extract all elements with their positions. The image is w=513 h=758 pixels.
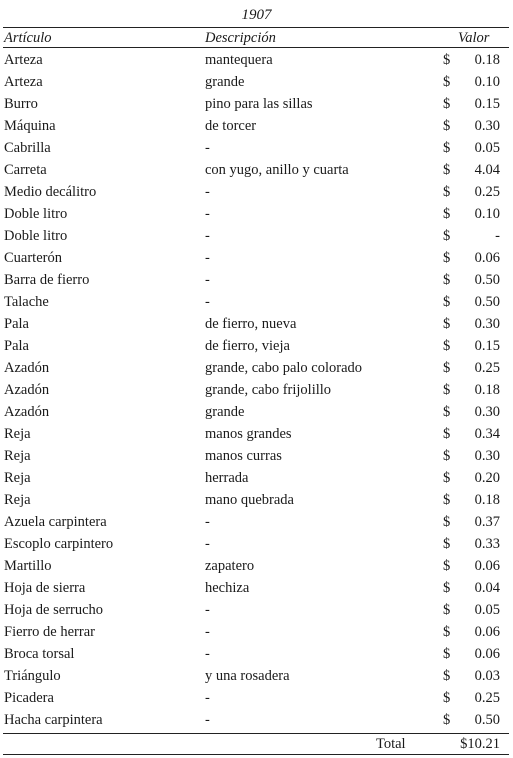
row-value: 0.10 xyxy=(474,74,500,90)
row-description: - xyxy=(205,514,210,530)
row-description: - xyxy=(205,184,210,200)
row-article: Triángulo xyxy=(4,668,61,684)
table-row xyxy=(0,709,513,731)
row-currency: $ xyxy=(443,514,451,530)
header-article: Artículo xyxy=(4,30,52,46)
row-article: Reja xyxy=(4,470,31,486)
row-article: Hacha carpintera xyxy=(4,712,103,728)
row-value: 0.30 xyxy=(474,404,500,420)
row-currency: $ xyxy=(443,52,451,68)
row-description: - xyxy=(205,272,210,288)
row-currency: $ xyxy=(443,558,451,574)
row-article: Picadera xyxy=(4,690,54,706)
row-article: Azadón xyxy=(4,360,50,376)
row-value: 0.05 xyxy=(474,602,500,618)
header-value: Valor xyxy=(458,30,490,46)
row-article: Arteza xyxy=(4,74,43,90)
row-currency: $ xyxy=(443,646,451,662)
table-row xyxy=(0,511,513,533)
table-row xyxy=(0,621,513,643)
table-row xyxy=(0,159,513,181)
table-row xyxy=(0,379,513,401)
row-value: 0.06 xyxy=(474,250,500,266)
row-article: Azuela carpintera xyxy=(4,514,107,530)
total-value: $10.21 xyxy=(460,736,500,752)
row-currency: $ xyxy=(443,404,451,420)
row-currency: $ xyxy=(443,360,451,376)
table-row xyxy=(0,357,513,379)
row-value: 0.25 xyxy=(474,360,500,376)
row-currency: $ xyxy=(443,206,451,222)
row-article: Doble litro xyxy=(4,206,68,222)
header-description: Descripción xyxy=(205,30,276,46)
row-value: 0.20 xyxy=(474,470,500,486)
header-rule xyxy=(3,47,509,48)
row-description: herrada xyxy=(205,470,249,486)
row-article: Azadón xyxy=(4,382,50,398)
table-row xyxy=(0,203,513,225)
row-description: - xyxy=(205,712,210,728)
total-label: Total xyxy=(376,736,406,752)
row-value: 0.15 xyxy=(474,96,500,112)
row-description: - xyxy=(205,250,210,266)
table-row xyxy=(0,291,513,313)
row-description: pino para las sillas xyxy=(205,96,313,112)
row-currency: $ xyxy=(443,250,451,266)
table-row xyxy=(0,643,513,665)
row-article: Burro xyxy=(4,96,38,112)
row-currency: $ xyxy=(443,426,451,442)
table-title: 1907 xyxy=(241,7,272,23)
row-article: Broca torsal xyxy=(4,646,75,662)
row-article: Arteza xyxy=(4,52,43,68)
table-row xyxy=(0,665,513,687)
table-row xyxy=(0,225,513,247)
table-row xyxy=(0,93,513,115)
row-article: Pala xyxy=(4,316,29,332)
row-description: grande xyxy=(205,404,245,420)
row-value: 0.04 xyxy=(474,580,500,596)
table-row xyxy=(0,599,513,621)
row-value: 0.30 xyxy=(474,448,500,464)
row-article: Barra de fierro xyxy=(4,272,90,288)
row-article: Hoja de serrucho xyxy=(4,602,104,618)
table-row xyxy=(0,313,513,335)
row-description: mano quebrada xyxy=(205,492,294,508)
row-value: 0.33 xyxy=(474,536,500,552)
table-row xyxy=(0,137,513,159)
row-currency: $ xyxy=(443,118,451,134)
row-currency: $ xyxy=(443,470,451,486)
row-description: de fierro, nueva xyxy=(205,316,297,332)
table-row xyxy=(0,555,513,577)
row-description: - xyxy=(205,536,210,552)
row-currency: $ xyxy=(443,536,451,552)
row-description: - xyxy=(205,140,210,156)
row-value: 0.15 xyxy=(474,338,500,354)
row-article: Reja xyxy=(4,448,31,464)
row-description: con yugo, anillo y cuarta xyxy=(205,162,349,178)
table-row xyxy=(0,687,513,709)
table-row xyxy=(0,269,513,291)
row-description: hechiza xyxy=(205,580,250,596)
table-row xyxy=(0,71,513,93)
row-description: grande, cabo frijolillo xyxy=(205,382,332,398)
row-article: Pala xyxy=(4,338,29,354)
row-article: Reja xyxy=(4,492,31,508)
row-description: zapatero xyxy=(205,558,255,574)
row-value: 0.37 xyxy=(474,514,500,530)
row-value: 0.34 xyxy=(474,426,500,442)
table-row xyxy=(0,445,513,467)
row-article: Escoplo carpintero xyxy=(4,536,114,552)
row-value: 0.10 xyxy=(474,206,500,222)
row-value: 0.05 xyxy=(474,140,500,156)
table-row xyxy=(0,467,513,489)
row-value: 0.30 xyxy=(474,118,500,134)
row-article: Martillo xyxy=(4,558,52,574)
row-description: - xyxy=(205,646,210,662)
row-currency: $ xyxy=(443,294,451,310)
row-currency: $ xyxy=(443,492,451,508)
row-currency: $ xyxy=(443,712,451,728)
table-row xyxy=(0,401,513,423)
row-currency: $ xyxy=(443,624,451,640)
row-value: 0.18 xyxy=(474,52,500,68)
row-currency: $ xyxy=(443,74,451,90)
row-description: - xyxy=(205,602,210,618)
table-row xyxy=(0,115,513,137)
row-description: - xyxy=(205,206,210,222)
table-row xyxy=(0,49,513,71)
row-description: mantequera xyxy=(205,52,273,68)
row-article: Máquina xyxy=(4,118,56,134)
row-currency: $ xyxy=(443,184,451,200)
row-value: 0.18 xyxy=(474,382,500,398)
row-article: Hoja de sierra xyxy=(4,580,86,596)
row-value: 0.18 xyxy=(474,492,500,508)
row-value: 0.50 xyxy=(474,712,500,728)
row-description: y una rosadera xyxy=(205,668,290,684)
row-description: de torcer xyxy=(205,118,257,134)
row-description: grande xyxy=(205,74,245,90)
row-article: Fierro de herrar xyxy=(4,624,95,640)
row-description: - xyxy=(205,228,210,244)
table-row xyxy=(0,533,513,555)
row-currency: $ xyxy=(443,338,451,354)
row-description: de fierro, vieja xyxy=(205,338,290,354)
row-article: Cabrilla xyxy=(4,140,51,156)
row-currency: $ xyxy=(443,272,451,288)
row-currency: $ xyxy=(443,668,451,684)
row-description: manos curras xyxy=(205,448,282,464)
row-article: Carreta xyxy=(4,162,47,178)
row-article: Doble litro xyxy=(4,228,68,244)
row-currency: $ xyxy=(443,602,451,618)
row-value: - xyxy=(495,228,500,244)
row-value: 0.03 xyxy=(474,668,500,684)
row-currency: $ xyxy=(443,162,451,178)
row-article: Azadón xyxy=(4,404,50,420)
row-article: Reja xyxy=(4,426,31,442)
table-row xyxy=(0,423,513,445)
row-value: 0.50 xyxy=(474,294,500,310)
row-value: 0.50 xyxy=(474,272,500,288)
row-article: Talache xyxy=(4,294,49,310)
row-currency: $ xyxy=(443,228,451,244)
row-currency: $ xyxy=(443,580,451,596)
row-description: manos grandes xyxy=(205,426,292,442)
table-row xyxy=(0,335,513,357)
row-value: 0.25 xyxy=(474,690,500,706)
table-row xyxy=(0,489,513,511)
row-article: Medio decálitro xyxy=(4,184,97,200)
table-row xyxy=(0,577,513,599)
table-row xyxy=(0,181,513,203)
row-value: 0.06 xyxy=(474,646,500,662)
row-value: 0.06 xyxy=(474,624,500,640)
row-value: 0.06 xyxy=(474,558,500,574)
row-description: grande, cabo palo colorado xyxy=(205,360,363,376)
row-description: - xyxy=(205,294,210,310)
row-currency: $ xyxy=(443,316,451,332)
total-row xyxy=(0,733,513,755)
row-value: 0.25 xyxy=(474,184,500,200)
row-description: - xyxy=(205,624,210,640)
row-value: 0.30 xyxy=(474,316,500,332)
row-description: - xyxy=(205,690,210,706)
row-article: Cuarterón xyxy=(4,250,62,266)
row-currency: $ xyxy=(443,690,451,706)
top-rule xyxy=(3,27,509,28)
table-row xyxy=(0,247,513,269)
row-currency: $ xyxy=(443,382,451,398)
bottom-rule xyxy=(3,754,509,755)
row-value: 4.04 xyxy=(474,162,500,178)
row-currency: $ xyxy=(443,448,451,464)
row-currency: $ xyxy=(443,96,451,112)
row-currency: $ xyxy=(443,140,451,156)
